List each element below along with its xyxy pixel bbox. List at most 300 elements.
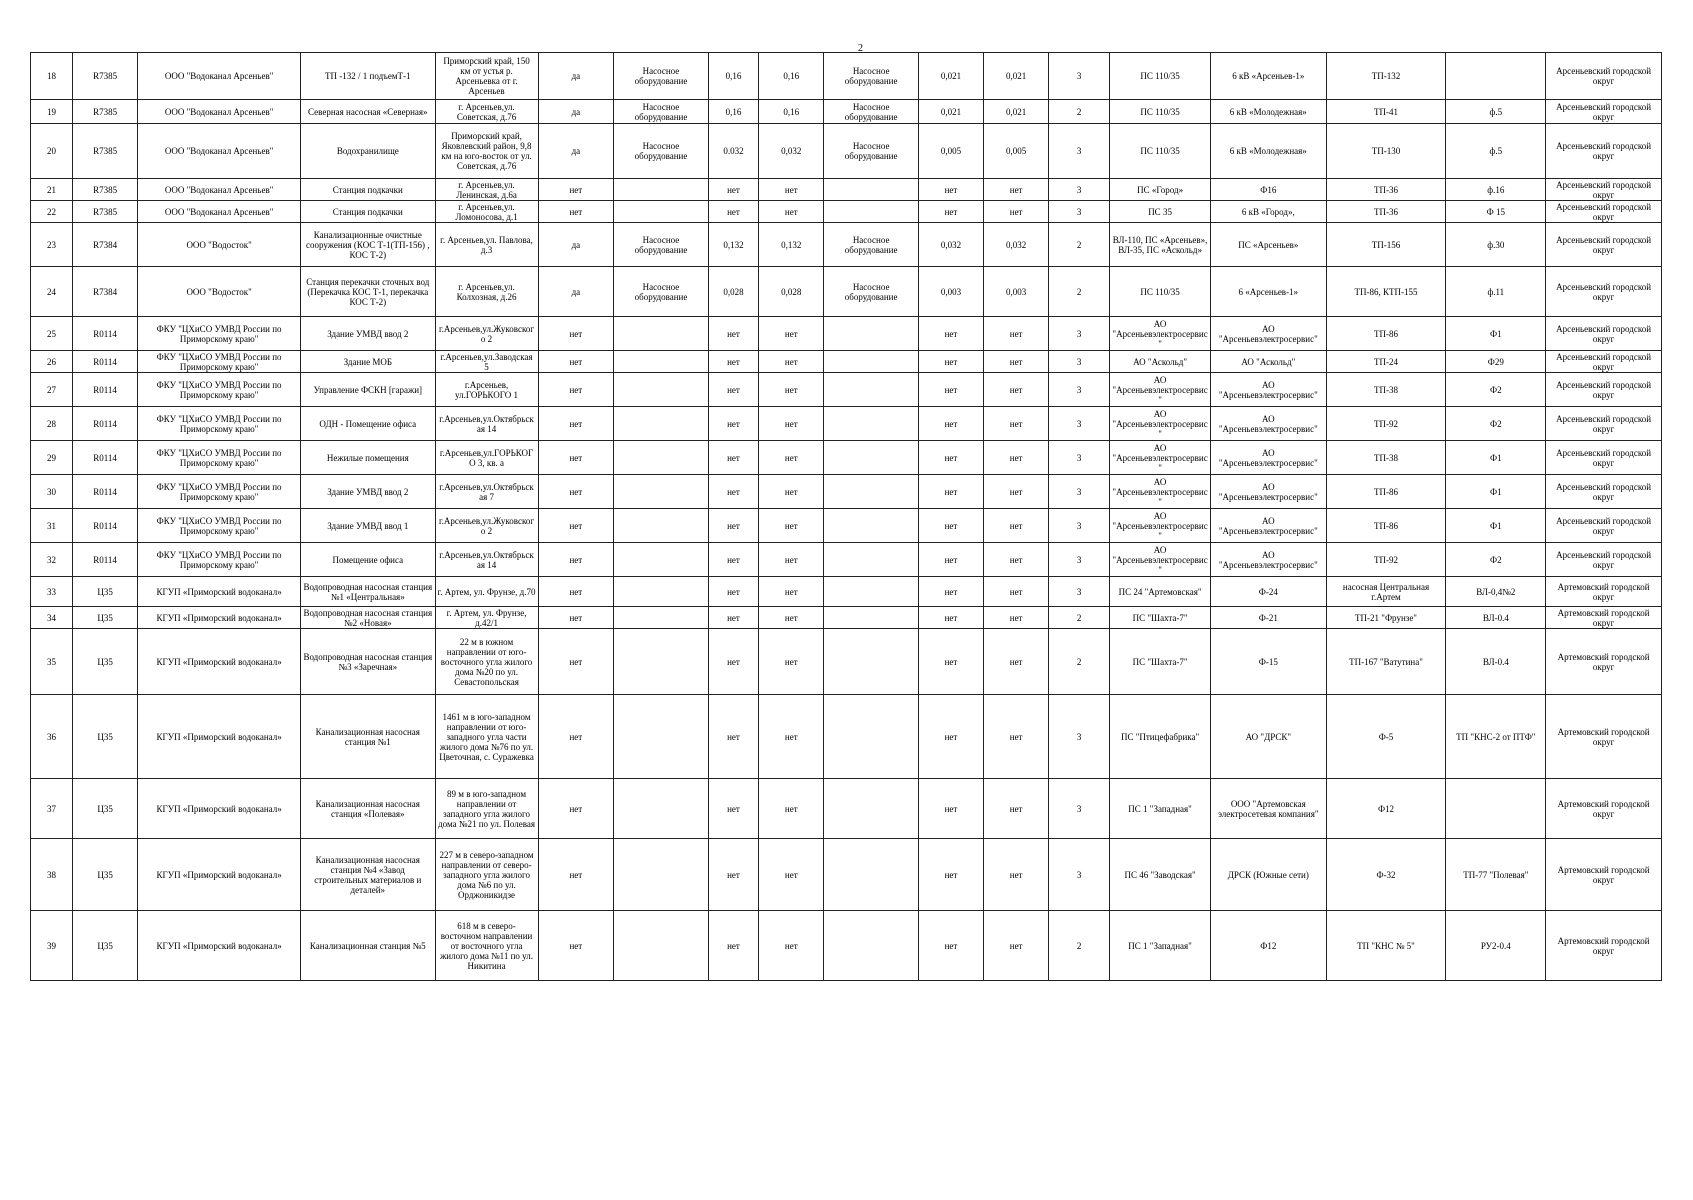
cell-equipment [614, 779, 709, 839]
cell-code: Ц35 [73, 839, 138, 911]
cell-object-name: Водопроводная насосная станция №3 «Заречная» [301, 629, 436, 695]
cell-substation: ПС 46 "Заводская" [1110, 839, 1211, 911]
cell-flag: да [538, 223, 614, 267]
table-row [31, 629, 1662, 695]
table-row [31, 373, 1662, 407]
cell-category: 3 [1049, 695, 1110, 779]
cell-value-d: 0,021 [984, 100, 1049, 124]
cell-value-b: нет [759, 373, 824, 407]
cell-value-d: нет [984, 629, 1049, 695]
cell-value-d: нет [984, 179, 1049, 201]
cell-district: Арсеньевский городской округ [1546, 124, 1662, 179]
cell-flag: да [538, 267, 614, 317]
cell-category: 3 [1049, 779, 1110, 839]
cell-row-number: 25 [31, 317, 73, 351]
cell-row-number: 27 [31, 373, 73, 407]
cell-category: 3 [1049, 441, 1110, 475]
cell-value-b: нет [759, 543, 824, 577]
cell-row-number: 32 [31, 543, 73, 577]
cell-feeder: АО "Арсеньевэлектросервис" [1211, 317, 1327, 351]
cell-address: г. Артем, ул. Фрунзе, д.70 [435, 577, 538, 607]
cell-line: ВЛ-0.4 [1446, 607, 1546, 629]
cell-transformer: ТП-92 [1326, 543, 1446, 577]
table-row [31, 53, 1662, 100]
cell-value-c: нет [918, 779, 983, 839]
cell-district: Артемовский городской округ [1546, 577, 1662, 607]
cell-object-name: ОДН - Помещение офиса [301, 407, 436, 441]
cell-address: г.Арсеньев,ул.Октябрьская 14 [435, 543, 538, 577]
cell-value-d: 0,005 [984, 124, 1049, 179]
cell-organization: КГУП «Приморский водоканал» [138, 577, 301, 607]
cell-value-d: нет [984, 577, 1049, 607]
cell-row-number: 35 [31, 629, 73, 695]
cell-organization: ООО "Водоканал Арсеньев" [138, 124, 301, 179]
cell-category: 3 [1049, 53, 1110, 100]
cell-value-c: нет [918, 201, 983, 223]
cell-category: 3 [1049, 124, 1110, 179]
cell-code: R7385 [73, 179, 138, 201]
cell-address: 89 м в юго-западном направлении от западного угла жилого дома №21 по ул. Полевая [435, 779, 538, 839]
cell-value-c: нет [918, 629, 983, 695]
cell-substation: ПС "Шахта-7" [1110, 629, 1211, 695]
cell-value-a: нет [708, 577, 758, 607]
cell-value-b: 0,028 [759, 267, 824, 317]
cell-line: Ф 15 [1446, 201, 1546, 223]
cell-feeder: 6 «Арсеньев-1» [1211, 267, 1327, 317]
table-row [31, 317, 1662, 351]
cell-address: 1461 м в юго-западном направлении от юго-западного угла части жилого дома №76 по ул. Цветочная, с. Суражевка [435, 695, 538, 779]
cell-value-c: 0,005 [918, 124, 983, 179]
cell-category: 3 [1049, 839, 1110, 911]
cell-category: 2 [1049, 267, 1110, 317]
cell-organization: ООО "Водоканал Арсеньев" [138, 201, 301, 223]
cell-category: 2 [1049, 629, 1110, 695]
cell-address: г. Арсеньев,ул. Ленинская, д.6а [435, 179, 538, 201]
cell-object-name: Канализационная станция №5 [301, 911, 436, 981]
cell-value-a: нет [708, 695, 758, 779]
cell-substation: АО "Арсеньевэлектросервис" [1110, 475, 1211, 509]
cell-row-number: 39 [31, 911, 73, 981]
cell-equipment-2: Насосное оборудование [824, 267, 919, 317]
cell-organization: ООО "Водоканал Арсеньев" [138, 53, 301, 100]
cell-category: 3 [1049, 475, 1110, 509]
cell-transformer: ТП-156 [1326, 223, 1446, 267]
cell-value-a: нет [708, 543, 758, 577]
table-row [31, 509, 1662, 543]
cell-row-number: 34 [31, 607, 73, 629]
cell-code: R0114 [73, 407, 138, 441]
cell-value-b: нет [759, 441, 824, 475]
cell-feeder: Ф-15 [1211, 629, 1327, 695]
cell-category: 2 [1049, 223, 1110, 267]
cell-object-name: Водопроводная насосная станция №1 «Центральная» [301, 577, 436, 607]
cell-district: Артемовский городской округ [1546, 629, 1662, 695]
cell-equipment [614, 607, 709, 629]
cell-value-d: 0,021 [984, 53, 1049, 100]
cell-value-d: нет [984, 475, 1049, 509]
cell-organization: ФКУ "ЦХиСО УМВД России по Приморскому краю" [138, 543, 301, 577]
cell-row-number: 31 [31, 509, 73, 543]
cell-value-c: нет [918, 911, 983, 981]
cell-code: Ц35 [73, 629, 138, 695]
cell-transformer: ТП-86 [1326, 475, 1446, 509]
cell-code: R7385 [73, 100, 138, 124]
cell-equipment-2 [824, 441, 919, 475]
cell-object-name: Управление ФСКН [гаражи] [301, 373, 436, 407]
cell-value-a: 0,132 [708, 223, 758, 267]
cell-flag: нет [538, 351, 614, 373]
cell-organization: КГУП «Приморский водоканал» [138, 629, 301, 695]
page-number: 2 [858, 43, 863, 54]
table-row [31, 201, 1662, 223]
cell-value-b: 0,032 [759, 124, 824, 179]
cell-feeder: АО "Арсеньевэлектросервис" [1211, 373, 1327, 407]
cell-equipment [614, 475, 709, 509]
cell-equipment [614, 839, 709, 911]
cell-equipment [614, 911, 709, 981]
cell-object-name: Нежилые помещения [301, 441, 436, 475]
table-row [31, 543, 1662, 577]
cell-flag: нет [538, 441, 614, 475]
cell-value-b: 0,16 [759, 53, 824, 100]
cell-district: Арсеньевский городской округ [1546, 100, 1662, 124]
cell-substation: АО "Арсеньевэлектросервис" [1110, 317, 1211, 351]
table-body [31, 53, 1662, 981]
cell-value-b: нет [759, 179, 824, 201]
cell-value-a: нет [708, 351, 758, 373]
cell-substation: ПС "Шахта-7" [1110, 607, 1211, 629]
cell-value-b: нет [759, 911, 824, 981]
cell-organization: ФКУ "ЦХиСО УМВД России по Приморскому краю" [138, 373, 301, 407]
cell-address: г. Арсеньев,ул. Ломоносова, д.1 [435, 201, 538, 223]
table-row [31, 179, 1662, 201]
cell-district: Артемовский городской округ [1546, 779, 1662, 839]
cell-equipment-2 [824, 577, 919, 607]
cell-organization: ООО "Водоканал Арсеньев" [138, 100, 301, 124]
cell-code: Ц35 [73, 695, 138, 779]
cell-equipment-2 [824, 475, 919, 509]
cell-line: ф.5 [1446, 124, 1546, 179]
cell-code: R0114 [73, 441, 138, 475]
cell-address: г.Арсеньев, ул.ГОРЬКОГО 1 [435, 373, 538, 407]
cell-district: Артемовский городской округ [1546, 911, 1662, 981]
cell-district: Арсеньевский городской округ [1546, 267, 1662, 317]
cell-flag: нет [538, 695, 614, 779]
table-row [31, 100, 1662, 124]
cell-row-number: 30 [31, 475, 73, 509]
cell-value-b: нет [759, 577, 824, 607]
cell-district: Арсеньевский городской округ [1546, 441, 1662, 475]
cell-flag: нет [538, 201, 614, 223]
cell-district: Арсеньевский городской округ [1546, 509, 1662, 543]
cell-value-c: нет [918, 839, 983, 911]
cell-object-name: Северная насосная «Северная» [301, 100, 436, 124]
cell-line: ф.30 [1446, 223, 1546, 267]
cell-value-a: нет [708, 373, 758, 407]
cell-object-name: Здание МОБ [301, 351, 436, 373]
cell-equipment [614, 695, 709, 779]
cell-value-a: нет [708, 317, 758, 351]
cell-object-name: Канализационные очистные сооружения (КОС Т-1(ТП-156) , КОС Т-2) [301, 223, 436, 267]
cell-code: R7384 [73, 267, 138, 317]
cell-equipment [614, 577, 709, 607]
cell-substation: АО "Арсеньевэлектросервис" [1110, 509, 1211, 543]
cell-flag: нет [538, 543, 614, 577]
cell-category: 2 [1049, 607, 1110, 629]
cell-value-b: нет [759, 695, 824, 779]
cell-value-c: нет [918, 441, 983, 475]
cell-substation: АО "Аскольд" [1110, 351, 1211, 373]
cell-equipment-2: Насосное оборудование [824, 124, 919, 179]
cell-equipment [614, 407, 709, 441]
cell-value-a: нет [708, 475, 758, 509]
cell-value-b: нет [759, 351, 824, 373]
cell-transformer: ТП-21 "Фрунзе" [1326, 607, 1446, 629]
cell-address: Приморский край, 150 км от устья р. Арсеньевка от г. Арсеньев [435, 53, 538, 100]
cell-code: Ц35 [73, 911, 138, 981]
cell-substation: ВЛ-110, ПС «Арсеньев», ВЛ-35, ПС «Аскольд» [1110, 223, 1211, 267]
register-table [30, 52, 1662, 981]
cell-line: Ф1 [1446, 317, 1546, 351]
cell-value-b: нет [759, 407, 824, 441]
cell-code: Ц35 [73, 607, 138, 629]
cell-district: Арсеньевский городской округ [1546, 407, 1662, 441]
cell-line: Ф2 [1446, 407, 1546, 441]
cell-row-number: 29 [31, 441, 73, 475]
cell-value-a: нет [708, 179, 758, 201]
cell-category: 3 [1049, 179, 1110, 201]
cell-value-d: нет [984, 407, 1049, 441]
cell-value-d: нет [984, 351, 1049, 373]
cell-equipment-2: Насосное оборудование [824, 100, 919, 124]
cell-value-a: нет [708, 201, 758, 223]
cell-equipment-2 [824, 351, 919, 373]
cell-district: Артемовский городской округ [1546, 607, 1662, 629]
cell-value-c: нет [918, 179, 983, 201]
cell-object-name: Здание УМВД ввод 2 [301, 475, 436, 509]
cell-feeder: ПС «Арсеньев» [1211, 223, 1327, 267]
cell-flag: нет [538, 475, 614, 509]
cell-code: R0114 [73, 543, 138, 577]
cell-equipment [614, 509, 709, 543]
cell-row-number: 19 [31, 100, 73, 124]
cell-equipment [614, 441, 709, 475]
cell-value-a: нет [708, 441, 758, 475]
cell-organization: ФКУ "ЦХиСО УМВД России по Приморскому краю" [138, 441, 301, 475]
cell-object-name: Канализационная насосная станция №1 [301, 695, 436, 779]
cell-category: 3 [1049, 317, 1110, 351]
cell-substation: ПС 1 "Западная" [1110, 911, 1211, 981]
cell-district: Арсеньевский городской округ [1546, 53, 1662, 100]
cell-row-number: 20 [31, 124, 73, 179]
cell-line: ТП-77 "Полевая" [1446, 839, 1546, 911]
cell-flag: нет [538, 407, 614, 441]
cell-value-b: нет [759, 509, 824, 543]
cell-feeder: ДРСК (Южные сети) [1211, 839, 1327, 911]
cell-code: R7385 [73, 201, 138, 223]
cell-feeder: АО "Арсеньевэлектросервис" [1211, 407, 1327, 441]
cell-value-b: 0,132 [759, 223, 824, 267]
cell-district: Арсеньевский городской округ [1546, 475, 1662, 509]
cell-object-name: Канализационная насосная станция №4 «Завод строительных материалов и деталей» [301, 839, 436, 911]
cell-substation: АО "Арсеньевэлектросервис" [1110, 373, 1211, 407]
cell-organization: ФКУ "ЦХиСО УМВД России по Приморскому краю" [138, 317, 301, 351]
cell-value-a: 0,16 [708, 53, 758, 100]
cell-flag: нет [538, 317, 614, 351]
cell-row-number: 26 [31, 351, 73, 373]
cell-flag: нет [538, 629, 614, 695]
cell-feeder: 6 кВ «Молодежная» [1211, 100, 1327, 124]
cell-transformer: ТП-36 [1326, 179, 1446, 201]
cell-substation: АО "Арсеньевэлектросервис" [1110, 543, 1211, 577]
cell-transformer: Ф-32 [1326, 839, 1446, 911]
cell-equipment: Насосное оборудование [614, 53, 709, 100]
cell-value-b: нет [759, 201, 824, 223]
cell-row-number: 23 [31, 223, 73, 267]
cell-district: Артемовский городской округ [1546, 695, 1662, 779]
cell-value-b: нет [759, 839, 824, 911]
cell-line: ТП "КНС-2 от ПТФ" [1446, 695, 1546, 779]
cell-object-name: Канализационная насосная станция «Полевая» [301, 779, 436, 839]
table-row [31, 407, 1662, 441]
cell-value-c: нет [918, 607, 983, 629]
cell-flag: да [538, 53, 614, 100]
cell-value-d: нет [984, 509, 1049, 543]
cell-equipment-2 [824, 407, 919, 441]
cell-value-d: 0,003 [984, 267, 1049, 317]
cell-address: г. Арсеньев,ул. Павлова, д.3 [435, 223, 538, 267]
cell-code: R0114 [73, 351, 138, 373]
cell-value-a: нет [708, 779, 758, 839]
cell-transformer: насосная Центральная г.Артем [1326, 577, 1446, 607]
cell-line: Ф1 [1446, 475, 1546, 509]
cell-code: R7384 [73, 223, 138, 267]
cell-equipment-2 [824, 543, 919, 577]
cell-value-a: нет [708, 607, 758, 629]
cell-row-number: 24 [31, 267, 73, 317]
cell-category: 3 [1049, 577, 1110, 607]
cell-code: R7385 [73, 53, 138, 100]
cell-equipment [614, 543, 709, 577]
cell-row-number: 21 [31, 179, 73, 201]
cell-row-number: 37 [31, 779, 73, 839]
cell-value-a: 0,16 [708, 100, 758, 124]
cell-value-d: нет [984, 779, 1049, 839]
cell-feeder: Ф12 [1211, 911, 1327, 981]
cell-district: Арсеньевский городской округ [1546, 317, 1662, 351]
cell-equipment: Насосное оборудование [614, 223, 709, 267]
cell-code: R0114 [73, 475, 138, 509]
cell-equipment-2 [824, 373, 919, 407]
cell-value-d: нет [984, 317, 1049, 351]
cell-feeder: АО "Арсеньевэлектросервис" [1211, 441, 1327, 475]
cell-substation: ПС 110/35 [1110, 267, 1211, 317]
cell-transformer: ТП-86, КТП-155 [1326, 267, 1446, 317]
cell-row-number: 28 [31, 407, 73, 441]
cell-substation: ПС 110/35 [1110, 53, 1211, 100]
cell-value-d: нет [984, 695, 1049, 779]
cell-equipment-2 [824, 317, 919, 351]
table-row [31, 124, 1662, 179]
cell-district: Артемовский городской округ [1546, 839, 1662, 911]
cell-transformer: ТП-132 [1326, 53, 1446, 100]
cell-flag: нет [538, 509, 614, 543]
cell-flag: нет [538, 179, 614, 201]
cell-equipment-2 [824, 179, 919, 201]
table-row [31, 911, 1662, 981]
table-row [31, 839, 1662, 911]
cell-equipment-2 [824, 607, 919, 629]
cell-transformer: Ф-5 [1326, 695, 1446, 779]
cell-code: R0114 [73, 373, 138, 407]
cell-feeder: АО "Арсеньевэлектросервис" [1211, 475, 1327, 509]
cell-equipment [614, 629, 709, 695]
cell-line: ф.5 [1446, 100, 1546, 124]
cell-address: г.Арсеньев,ул.Жуковского 2 [435, 509, 538, 543]
cell-value-a: нет [708, 407, 758, 441]
cell-substation: АО "Арсеньевэлектросервис" [1110, 441, 1211, 475]
cell-row-number: 38 [31, 839, 73, 911]
cell-row-number: 18 [31, 53, 73, 100]
cell-value-c: нет [918, 407, 983, 441]
cell-object-name: Здание УМВД ввод 1 [301, 509, 436, 543]
cell-row-number: 36 [31, 695, 73, 779]
cell-value-b: нет [759, 475, 824, 509]
cell-equipment: Насосное оборудование [614, 124, 709, 179]
cell-value-c: нет [918, 317, 983, 351]
cell-row-number: 22 [31, 201, 73, 223]
cell-equipment [614, 179, 709, 201]
cell-flag: нет [538, 607, 614, 629]
cell-feeder: Ф-24 [1211, 577, 1327, 607]
cell-value-a: нет [708, 839, 758, 911]
cell-feeder: Ф-21 [1211, 607, 1327, 629]
cell-flag: нет [538, 577, 614, 607]
cell-substation: ПС 110/35 [1110, 124, 1211, 179]
cell-category: 2 [1049, 100, 1110, 124]
cell-value-d: нет [984, 607, 1049, 629]
cell-line: РУ2-0.4 [1446, 911, 1546, 981]
cell-feeder: ООО "Артемовская электросетевая компания" [1211, 779, 1327, 839]
cell-value-a: нет [708, 629, 758, 695]
cell-category: 3 [1049, 201, 1110, 223]
cell-organization: ФКУ "ЦХиСО УМВД России по Приморскому краю" [138, 509, 301, 543]
cell-value-c: нет [918, 577, 983, 607]
cell-flag: да [538, 124, 614, 179]
cell-object-name: Станция подкачки [301, 201, 436, 223]
table-row [31, 475, 1662, 509]
cell-object-name: ТП -132 / 1 подъемТ-1 [301, 53, 436, 100]
cell-flag: нет [538, 373, 614, 407]
cell-value-b: нет [759, 779, 824, 839]
cell-line: Ф29 [1446, 351, 1546, 373]
cell-value-a: 0,028 [708, 267, 758, 317]
table-row [31, 695, 1662, 779]
cell-organization: КГУП «Приморский водоканал» [138, 779, 301, 839]
cell-feeder: АО "Арсеньевэлектросервис" [1211, 543, 1327, 577]
cell-substation: ПС «Город» [1110, 179, 1211, 201]
cell-value-b: 0,16 [759, 100, 824, 124]
cell-district: Арсеньевский городской округ [1546, 179, 1662, 201]
cell-address: г.Арсеньев,ул.ГОРЬКОГО 3, кв. а [435, 441, 538, 475]
cell-organization: КГУП «Приморский водоканал» [138, 607, 301, 629]
cell-line [1446, 779, 1546, 839]
cell-line [1446, 53, 1546, 100]
cell-category: 3 [1049, 351, 1110, 373]
cell-district: Арсеньевский городской округ [1546, 543, 1662, 577]
cell-value-c: 0,003 [918, 267, 983, 317]
cell-line: ВЛ-0.4 [1446, 629, 1546, 695]
